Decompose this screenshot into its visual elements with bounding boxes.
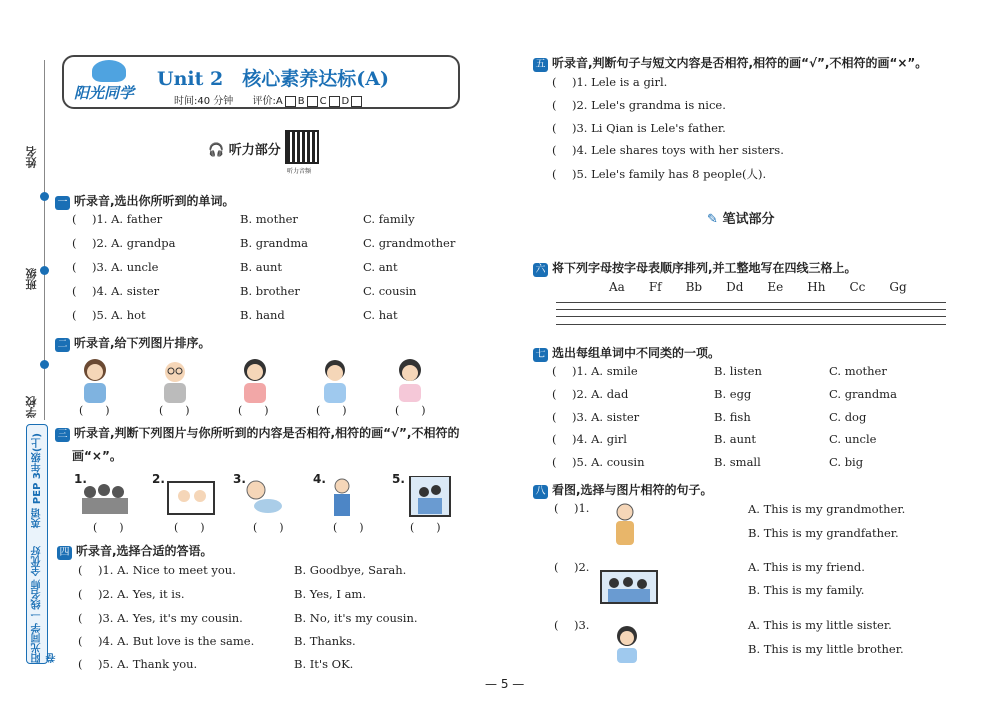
option-b: B. It's OK. [294, 657, 354, 671]
binding-dot [40, 266, 49, 275]
option-c: C. grandma [829, 387, 897, 401]
page-title: Unit 2 核心素养达标(A) [157, 68, 389, 90]
pic-label: 1. [74, 472, 87, 486]
answer-blank[interactable]: ( ) [238, 404, 269, 417]
section3-instruction-cont: 画“×”。 [72, 449, 122, 463]
little-girl-figure-icon [399, 359, 421, 402]
option-b: B. This is my family. [748, 583, 865, 597]
option-b: B. No, it's my cousin. [294, 611, 418, 625]
section3-figures [80, 476, 460, 518]
option-b: B. aunt [714, 432, 757, 446]
writing-part-title: ✎ 笔试部分 [707, 212, 775, 227]
grade-option-c: C [319, 96, 327, 107]
option-c: C. ant [363, 260, 398, 274]
grandmother-figure-icon [612, 502, 638, 546]
answer-blank[interactable]: ( ) [410, 521, 441, 534]
letters-row: Aa Ff Bb Dd Ee Hh Cc Gg [609, 280, 907, 294]
option-b: B. Thanks. [294, 634, 356, 648]
section2-badge: 二 [55, 338, 70, 352]
question-row: ( )3. [554, 618, 590, 632]
section1-header: 一 听录音,选出你所听到的单词。 [55, 190, 235, 210]
pic-label: 4. [313, 472, 326, 486]
option-c: C. uncle [829, 432, 877, 446]
question-row: ( )3. A. Yes, it's my cousin. [78, 611, 243, 625]
little-sister-figure-icon [612, 624, 642, 664]
headphones-icon: 🎧 [208, 143, 225, 158]
option-b: B. Goodbye, Sarah. [294, 563, 407, 577]
option-a: A. This is my grandmother. [748, 502, 906, 516]
section2-figures [70, 356, 470, 406]
question-row: ( )5. A. cousin [552, 455, 645, 469]
grade-option-a: A [275, 96, 283, 107]
answer-blank[interactable]: ( ) [159, 404, 190, 417]
section7-header: 七 选出每组单词中不同类的一项。 [533, 342, 720, 362]
answer-blank[interactable]: ( ) [253, 521, 284, 534]
section8-badge: 八 [533, 485, 548, 499]
pic-label: 3. [233, 472, 246, 486]
statement-row: ( )3. Li Qian is Lele's father. [552, 121, 726, 135]
pic-label: 2. [152, 472, 165, 486]
answer-blank[interactable]: ( ) [333, 521, 364, 534]
section5-badge: 五 [533, 58, 548, 72]
section4-header: 四 听录音,选择合适的答语。 [57, 540, 213, 560]
statement-row: ( )1. Lele is a girl. [552, 75, 668, 89]
grade-checkbox[interactable] [351, 96, 362, 107]
grade-checkbox[interactable] [285, 96, 296, 107]
question-row: ( )1. A. smile [552, 364, 638, 378]
brand-logo [70, 58, 148, 104]
option-c: C. grandmother [363, 236, 456, 250]
option-b: B. egg [714, 387, 752, 401]
option-c: C. hat [363, 308, 398, 322]
statement-row: ( )5. Lele's family has 8 people(人). [552, 167, 767, 181]
section6-header: 六 将下列字母按字母表顺序排列,并工整地写在四线三格上。 [533, 257, 857, 277]
name-label: 姓名 [25, 146, 38, 168]
question-row: ( )3. A. uncle [72, 260, 159, 274]
option-c: C. family [363, 212, 415, 226]
grade-option-b: B [297, 96, 305, 107]
section8-header: 八 看图,选择与图片相符的句子。 [533, 479, 713, 499]
option-b: B. listen [714, 364, 762, 378]
section3-header: 三 听录音,判断下列图片与你所听到的内容是否相符,相符的画“√”,不相符的 [55, 422, 459, 442]
option-b: B. hand [240, 308, 285, 322]
answer-blank[interactable]: ( ) [316, 404, 347, 417]
question-row: ( )5. A. Thank you. [78, 657, 198, 671]
option-b: B. Yes, I am. [294, 587, 366, 601]
option-c: C. big [829, 455, 864, 469]
option-b: B. brother [240, 284, 300, 298]
question-row: ( )1. A. Nice to meet you. [78, 563, 236, 577]
question-row: ( )1. [554, 501, 590, 515]
answer-blank[interactable]: ( ) [93, 521, 124, 534]
answer-blank[interactable]: ( ) [79, 404, 110, 417]
section3-badge: 三 [55, 428, 70, 442]
school-label: 学校 [25, 396, 38, 418]
qr-caption: 听力音频 [287, 168, 312, 175]
section1-badge: 一 [55, 196, 70, 210]
mother-figure-icon [84, 359, 106, 403]
question-row: ( )2. A. dad [552, 387, 629, 401]
grandpa-figure-icon [164, 362, 186, 403]
question-row: ( )2. [554, 560, 590, 574]
girl-figure-icon [244, 359, 266, 403]
family-photo-icon [600, 570, 658, 604]
listening-part-title: 🎧 听力部分 [208, 143, 281, 158]
answer-blank[interactable]: ( ) [174, 521, 205, 534]
grade-checkbox[interactable] [329, 96, 340, 107]
binding-margin [0, 0, 58, 712]
section7-badge: 七 [533, 348, 548, 362]
grade-checkbox[interactable] [307, 96, 318, 107]
question-row: ( )2. A. grandpa [72, 236, 176, 250]
pen-icon: ✎ [707, 212, 718, 227]
option-b: B. mother [240, 212, 298, 226]
time-label: 时间:40 分钟 [174, 96, 234, 107]
section6-badge: 六 [533, 263, 548, 277]
man-figure-icon [334, 479, 350, 516]
option-c: C. dog [829, 410, 867, 424]
brand-bar [26, 424, 58, 664]
grade-label: 评价: [252, 96, 276, 107]
logo-text: 阳光同学 [74, 84, 135, 102]
question-row: ( )5. A. hot [72, 308, 146, 322]
answer-blank[interactable]: ( ) [395, 404, 426, 417]
class-label: 班级 [25, 268, 38, 290]
pic-label: 5. [392, 472, 405, 486]
meta-row [174, 92, 364, 107]
option-b: B. grandma [240, 236, 309, 250]
option-c: C. mother [829, 364, 887, 378]
binding-dot [40, 360, 49, 369]
sun-icon [92, 60, 126, 82]
option-a: A. This is my friend. [748, 560, 865, 574]
option-b: B. fish [714, 410, 751, 424]
qr-code-icon[interactable] [285, 130, 319, 164]
crawling-baby-icon [247, 481, 282, 513]
option-a: A. This is my little sister. [748, 618, 892, 632]
framed-photo-icon [168, 482, 214, 514]
section4-badge: 四 [57, 546, 72, 560]
question-row: ( )4. A. girl [552, 432, 627, 446]
question-row: ( )2. A. Yes, it is. [78, 587, 185, 601]
grade-option-d: D [341, 96, 350, 107]
school-line [44, 380, 45, 420]
option-b: B. aunt [240, 260, 283, 274]
name-line [44, 60, 45, 280]
statement-row: ( )2. Lele's grandma is nice. [552, 98, 726, 112]
statement-row: ( )4. Lele shares toys with her sisters. [552, 143, 784, 157]
boy-figure-icon [324, 360, 346, 403]
page-number: — 5 — [485, 677, 525, 691]
question-row: ( )3. A. sister [552, 410, 640, 424]
section5-header: 五 听录音,判断句子与短文内容是否相符,相符的画“√”,不相符的画“×”。 [533, 52, 927, 72]
binding-dot [40, 192, 49, 201]
group-photo-icon [82, 484, 128, 514]
brand-text: 阳光同学 一线名师 全优好卷 [32, 546, 58, 663]
question-row: ( )1. A. father [72, 212, 163, 226]
book-info: 英语 PEP 3年级(上) [32, 433, 43, 528]
section2-header: 二 听录音,给下列图片排序。 [55, 332, 211, 352]
family-portrait-icon [410, 476, 450, 516]
option-c: C. cousin [363, 284, 417, 298]
option-b: B. This is my grandfather. [748, 526, 899, 540]
option-b: B. small [714, 455, 761, 469]
option-b: B. This is my little brother. [748, 642, 904, 656]
question-row: ( )4. A. But love is the same. [78, 634, 255, 648]
question-row: ( )4. A. sister [72, 284, 160, 298]
